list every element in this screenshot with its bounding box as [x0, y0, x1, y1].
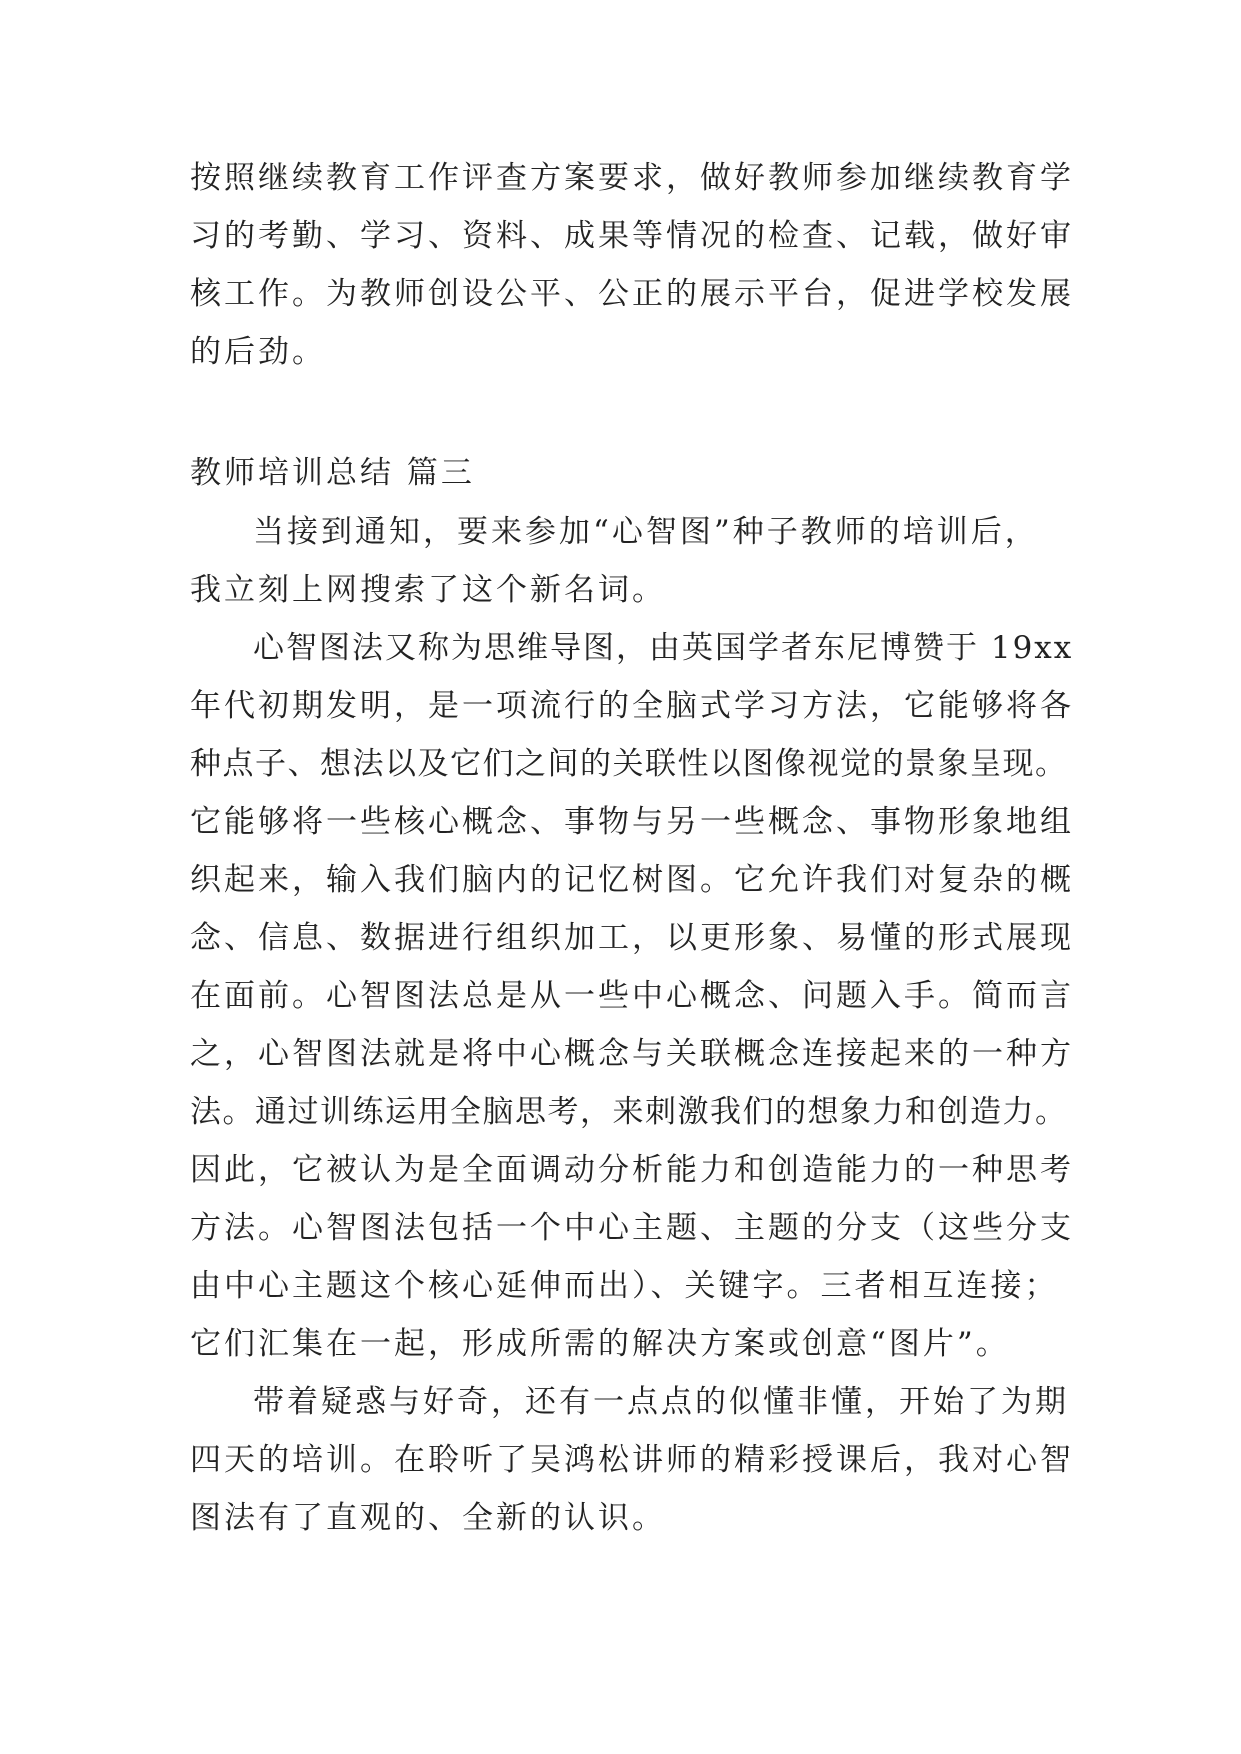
paragraph-line: 心智图法又称为思维导图，由英国学者东尼博赞于 19xx [253, 630, 1074, 666]
paragraph-line: 法。通过训练运用全脑思考，来刺激我们的想象力和创造力。 [190, 1094, 1068, 1130]
paragraph-line: 的后劲。 [190, 334, 326, 370]
paragraph-line: 之，心智图法就是将中心概念与关联概念连接起来的一种方 [190, 1036, 1074, 1072]
paragraph-line: 图法有了直观的、全新的认识。 [190, 1500, 666, 1536]
paragraph-line: 在面前。心智图法总是从一些中心概念、问题入手。简而言 [190, 978, 1074, 1014]
paragraph-line: 种点子、想法以及它们之间的关联性以图像视觉的景象呈现。 [190, 746, 1068, 782]
paragraph-line: 四天的培训。在聆听了吴鸿松讲师的精彩授课后，我对心智 [190, 1442, 1074, 1478]
paragraph-line: 核工作。为教师创设公平、公正的展示平台，促进学校发展 [190, 276, 1074, 312]
paragraph-line: 当接到通知，要来参加“心智图”种子教师的培训后， [253, 514, 1039, 550]
paragraph-line: 方法。心智图法包括一个中心主题、主题的分支（这些分支 [190, 1210, 1074, 1246]
paragraph-line: 我立刻上网搜索了这个新名词。 [190, 572, 666, 608]
paragraph-line: 它们汇集在一起，形成所需的解决方案或创意“图片”。 [190, 1326, 1010, 1362]
paragraph-line: 它能够将一些核心概念、事物与另一些概念、事物形象地组 [190, 804, 1074, 840]
section-heading: 教师培训总结 篇三 [190, 455, 475, 491]
paragraph-line: 念、信息、数据进行组织加工，以更形象、易懂的形式展现 [190, 920, 1074, 956]
paragraph-line: 年代初期发明，是一项流行的全脑式学习方法，它能够将各 [190, 688, 1074, 724]
paragraph-line: 因此，它被认为是全面调动分析能力和创造能力的一种思考 [190, 1152, 1074, 1188]
paragraph-line: 织起来，输入我们脑内的记忆树图。它允许我们对复杂的概 [190, 862, 1074, 898]
paragraph-line: 由中心主题这个核心延伸而出）、关键字。三者相互连接； [190, 1268, 1059, 1304]
paragraph-line: 按照继续教育工作评查方案要求，做好教师参加继续教育学 [190, 160, 1074, 196]
paragraph-line: 习的考勤、学习、资料、成果等情况的检查、记载，做好审 [190, 218, 1074, 254]
paragraph-line: 带着疑惑与好奇，还有一点点的似懂非懂，开始了为期 [253, 1384, 1069, 1420]
